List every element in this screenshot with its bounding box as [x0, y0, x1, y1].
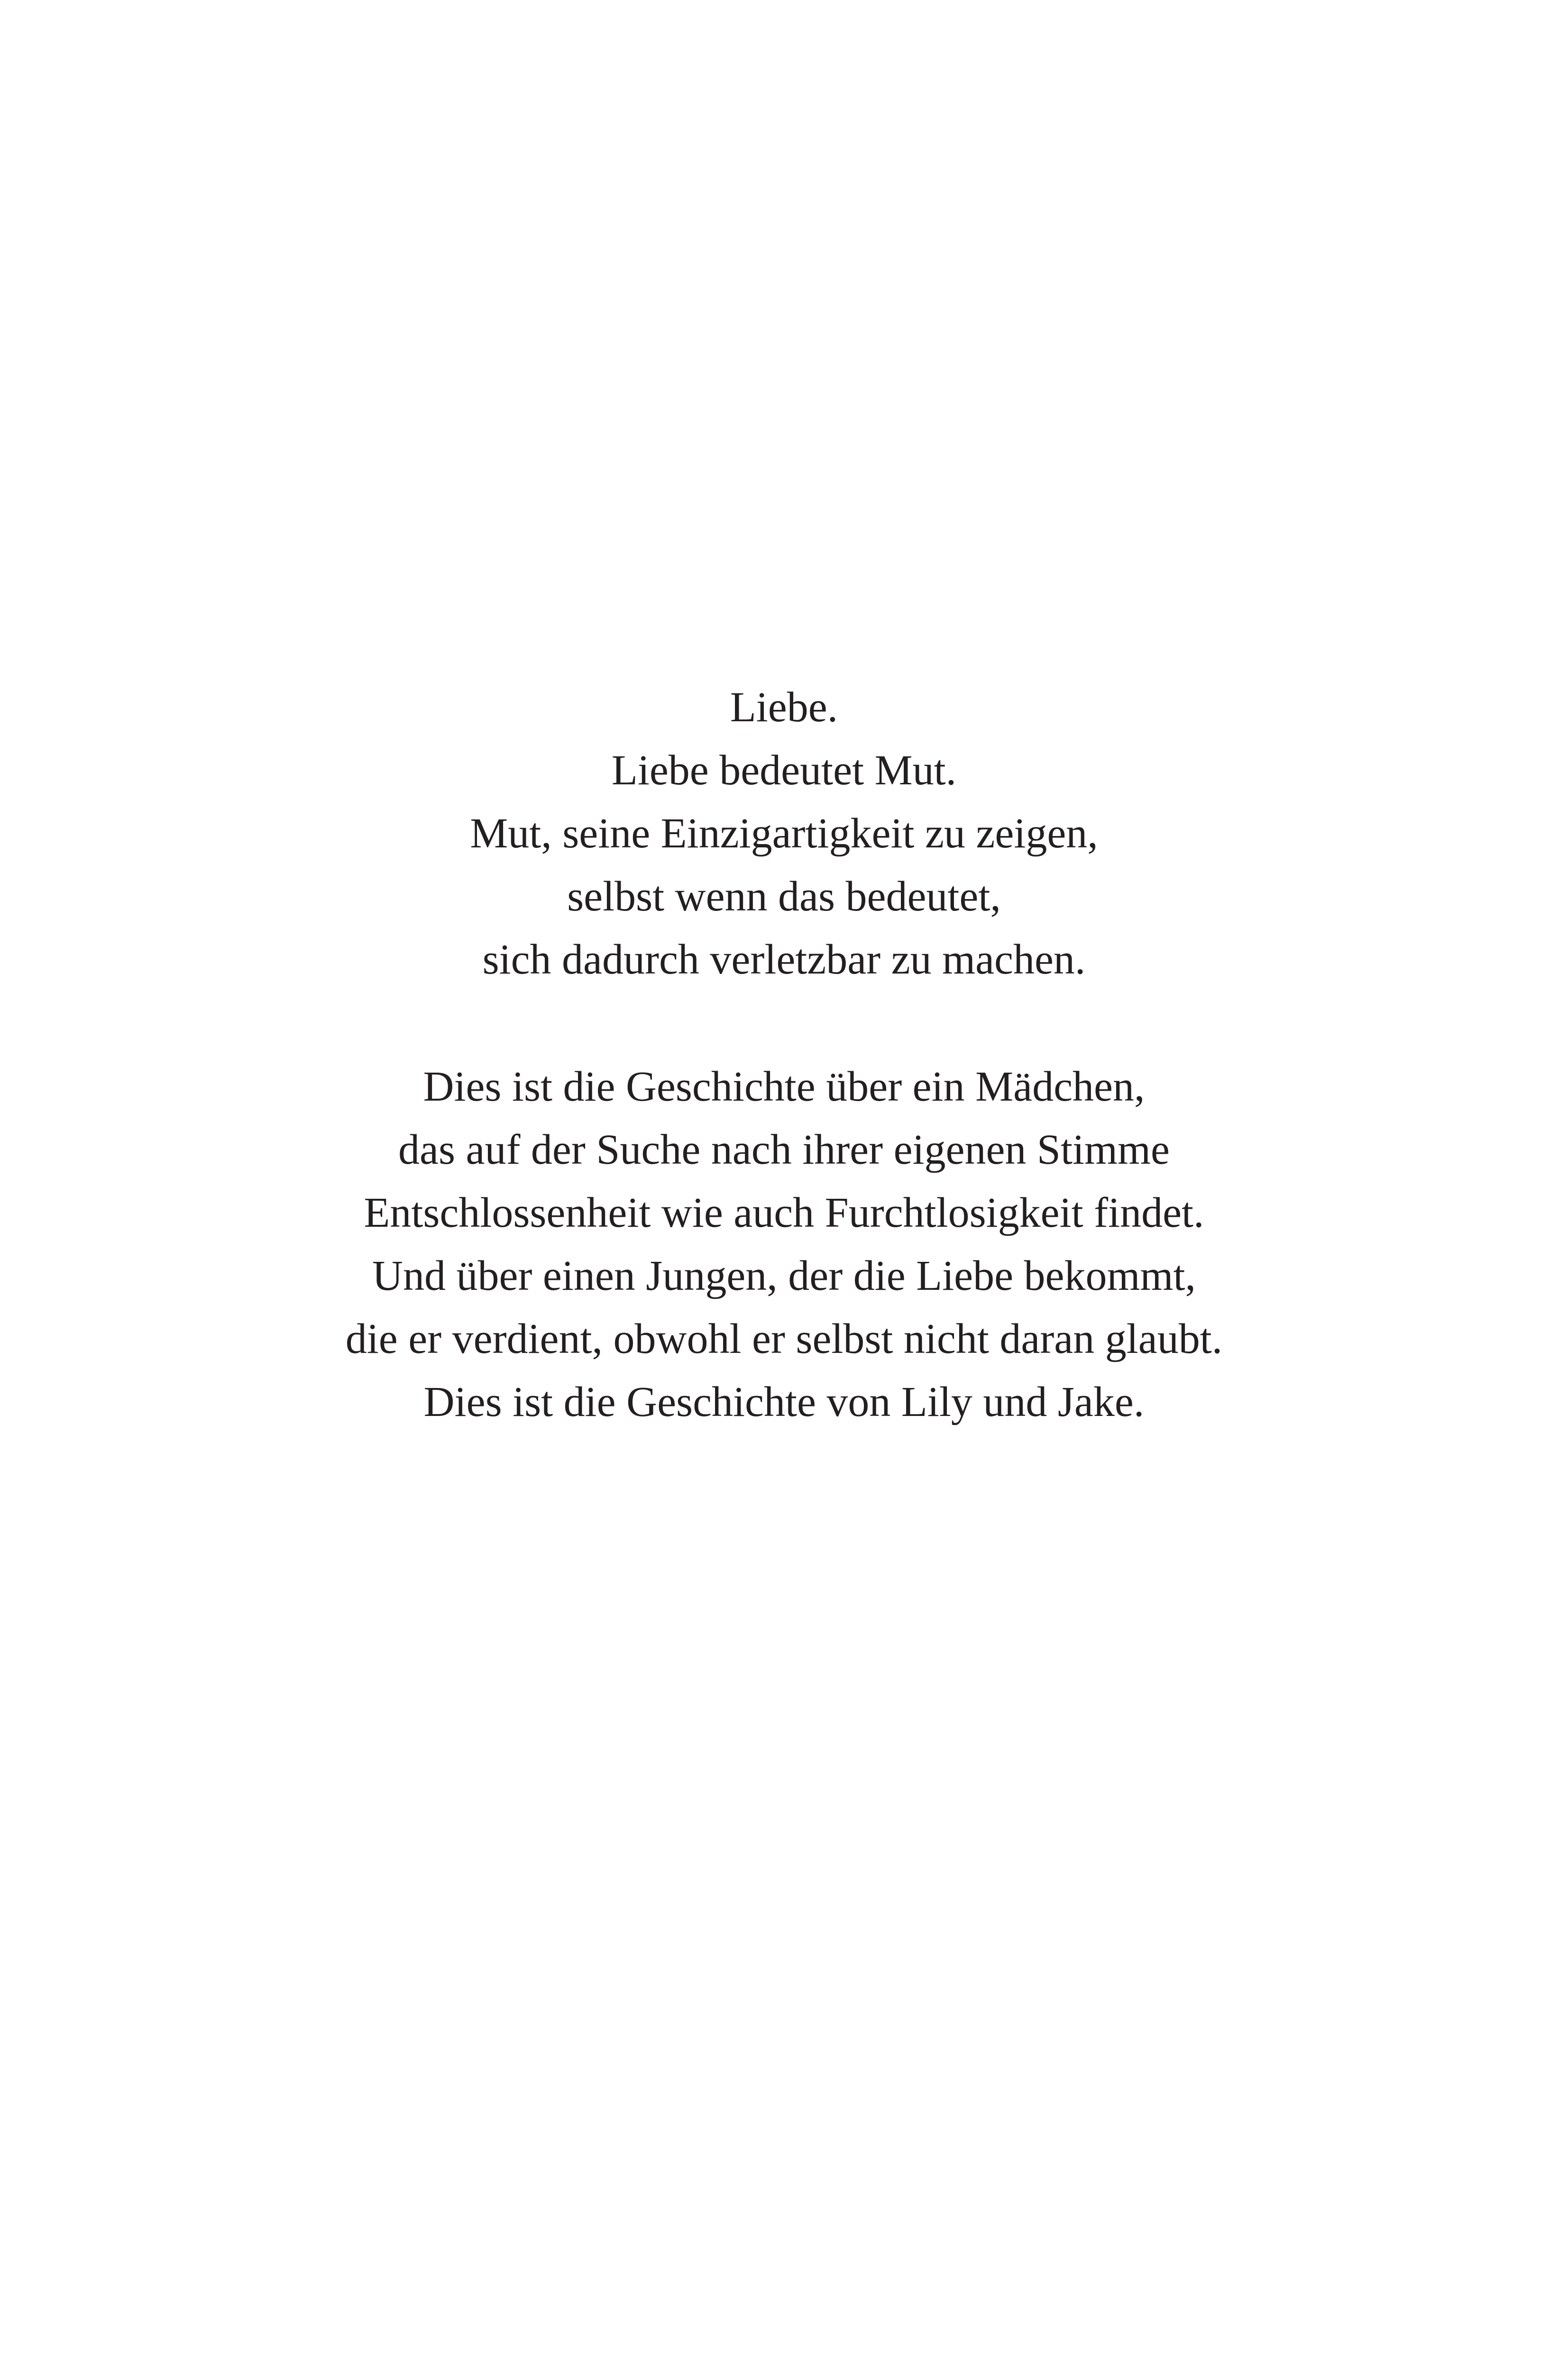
verse-line: Mut, seine Einzigartigkeit zu zeigen, — [470, 810, 1098, 857]
verse-line: selbst wenn das bedeutet, — [567, 873, 1001, 920]
verse-line: sich dadurch verletzbar zu machen. — [482, 936, 1086, 983]
verse-line: das auf der Suche nach ihrer eigenen Stimme — [398, 1126, 1170, 1173]
verse-line: Dies ist die Geschichte über ein Mädchen, — [423, 1063, 1145, 1110]
stanza-love-courage — [0, 676, 1568, 991]
verse-line: Liebe bedeutet Mut. — [611, 747, 957, 794]
verse-line: Entschlossenheit wie auch Furchtlosigkeit findet. — [364, 1189, 1204, 1236]
verse-line: die er verdient, obwohl er selbst nicht daran glaubt. — [345, 1315, 1223, 1362]
verse-line: Dies ist die Geschichte von Lily und Jake. — [423, 1378, 1145, 1425]
verse-line: Und über einen Jungen, der die Liebe bekommt, — [372, 1252, 1196, 1299]
verse-line: Liebe. — [730, 684, 838, 731]
stanza-story-intro — [0, 1055, 1568, 1434]
